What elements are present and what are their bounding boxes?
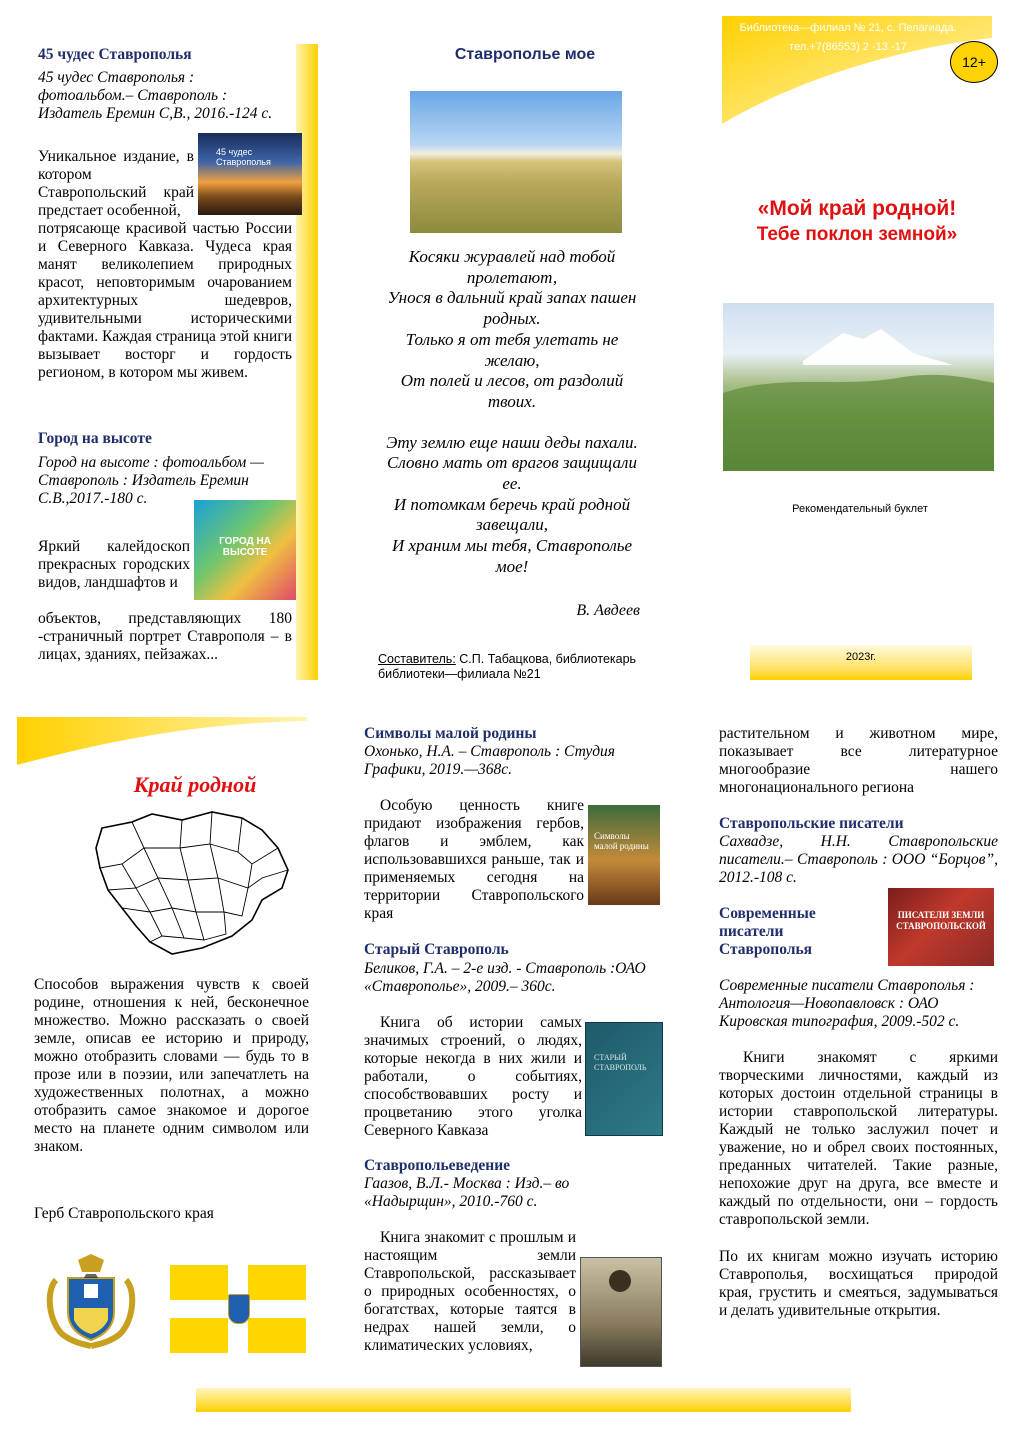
bottom-left-swoosh [17, 713, 307, 765]
coat-of-arms-image [42, 1250, 140, 1350]
symbols-book-cover-title: Символы малой родины [594, 831, 649, 851]
book2-cover-image [194, 500, 296, 600]
book-cover-emblem-icon [609, 1270, 631, 1292]
book1-description-b: потрясающе красивой частью России и Северного Кавказа. Чудеса края манят великолепием природных красот, неповторимым очарованием архитектурных шедевров, удивительными историческими фактами. Каждая страница этой книги вызывает восторг и гордость регионом, в котором мы живем. [38, 220, 292, 381]
stavropol-writers-heading: Ставропольские писатели [719, 815, 904, 832]
book1-cover-image [198, 133, 302, 215]
poem-line-3: Только я от тебя улетать не желаю, [405, 329, 619, 370]
stavropol-studies-continued: растительном и животном мире, показывает все литературное многообразие нашего многонационального региона [719, 725, 998, 796]
book1-heading: 45 чудес Ставрополья [38, 46, 192, 63]
poem-line-2: Унося в дальний край запах пашен родных. [387, 288, 637, 329]
symbols-book-heading: Символы малой родины [364, 725, 537, 742]
symbols-book-citation: Охонько, Н.А. – Ставрополь : Студия Графики, 2019.—368с. [364, 743, 616, 778]
modern-writers-cover [888, 888, 994, 966]
poem-line-5 [380, 413, 644, 433]
coat-of-arms-caption: Герб Ставропольского края [34, 1205, 214, 1222]
old-stavropol-citation: Беликов, Г.А. – 2-е изд. - Ставрополь :ОАО «Ставрополье», 2009.– 360с. [364, 960, 646, 995]
compiler-label: Составитель: [378, 652, 456, 666]
mountain-shape [723, 303, 994, 471]
regional-flag-image [170, 1265, 306, 1353]
modern-writers-description-2: По их книгам можно изучать историю Ставрополья, восхищаться природой края, грустить и смеяться, задумываться и делать удивительные открытия. [719, 1248, 998, 1319]
poem-author: В. Авдеев [576, 602, 640, 619]
old-stavropol-cover-title: СТАРЫЙ СТАВРОПОЛЬ [594, 1053, 647, 1072]
poem-line-8: И потомкам беречь край родной завещали, [393, 494, 631, 535]
age-rating-text: 12+ [962, 54, 986, 70]
bottom-yellow-strip [196, 1388, 851, 1412]
poem-line-9: И храним мы тебя, Ставрополье мое! [391, 536, 633, 576]
stavropol-studies-citation: Гаазов, В.Л.- Москва : Изд.– во «Надырщин», 2010.-760 с. [364, 1175, 570, 1210]
elbrus-photo [723, 303, 994, 471]
book2-citation: Город на высоте : фотоальбом — Ставрополь : Издатель Еремин С.В.,2017.-180 с. [38, 454, 264, 507]
flag-emblem-icon [228, 1294, 250, 1324]
modern-writers-citation: Современные писатели Ставрополья : Антология—Новопавловск : ОАО Кировская типография, 2009.-502 с. [719, 977, 975, 1030]
booklet-title [726, 195, 988, 247]
stavropol-studies-cover [580, 1257, 662, 1367]
coat-of-arms-emblem [42, 1250, 140, 1350]
booklet-title-line1: «Мой край родной! [757, 197, 957, 220]
book2-description-a: Яркий калейдоскоп прекрасных городских видов, ландшафтов и [38, 538, 190, 591]
stavropol-studies-heading: Ставропольеведение [364, 1157, 511, 1174]
book1-description-a: Уникальное издание, в котором Ставропольский край предстает особенной, [38, 148, 194, 219]
old-stavropol-cover [585, 1022, 663, 1136]
book1-citation: 45 чудес Ставрополья : фотоальбом.– Ставрополь : Издатель Еремин С,В., 2016.-124 с. [38, 69, 273, 122]
region-intro-text: Способов выражения чувств к своей родине, отношения к ней, бесконечное множество. Можно рассказать о своей земле, описав ее историю и природу, можно отобразить словами — будь то в прозе или в поэзии, или запечатлеть на художественных полотнах, а можно отобразить самое знакомое и дорогое место на планете одним символом или знаком. [34, 976, 309, 1155]
book2-description-b: объектов, представляющих 180 -страничный портрет Ставрополя – в лицах, зданиях, пейзажах... [38, 610, 292, 663]
booklet-subtitle: Рекомендательный буклет [792, 503, 928, 515]
old-stavropol-heading: Старый Ставрополь [364, 941, 509, 958]
library-name: Библиотека—филиал № 21, с. Пелагиада. [739, 22, 957, 34]
region-section-title: Край родной [133, 772, 257, 797]
poem [380, 247, 644, 578]
compiler-text: С.П. Табацкова, библиотекарь библиотеки—филиала №21 [378, 652, 637, 681]
poem-line-1: Косяки журавлей над тобой пролетают, [408, 247, 616, 287]
poem-line-6: Эту землю еще наши деды пахали. [386, 432, 638, 452]
modern-writers-heading: Современные писатели Ставрополья [719, 905, 816, 958]
booklet-title-line2: Тебе поклон земной» [756, 224, 958, 245]
stavropol-writers-citation: Сахвадзе, Н.Н. Ставропольские писатели.– Ставрополь : ООО “Борцов”, 2012.-108 с. [719, 833, 998, 886]
book2-cover-title: ГОРОД НА ВЫСОТЕ [219, 536, 271, 558]
modern-writers-cover-title: ПИСАТЕЛИ ЗЕМЛИ СТАВРОПОЛЬСКОЙ [896, 910, 986, 931]
book2-heading: Город на высоте [38, 430, 152, 447]
modern-writers-description: Книги знакомят с яркими творческими личностями, каждый из которых достоин отдельной страницы в истории ставропольской литературы. Каждый не только заслужил почет и уважение, но и обрел своих постоянных, преданных читателей. Такие разные, непохожие друг на друга, все вместе и каждый по отдельности, они – гордость ставропольской земли. [719, 1049, 998, 1228]
booklet-year: 2023г. [845, 651, 877, 663]
poem-section-title: Ставрополье мое [454, 46, 596, 63]
region-map-outline [92, 808, 292, 958]
symbols-book-description: Особую ценность книге придают изображения гербов, флагов и эмблем, как использовавшихся раньше, так и применяемых сегодня на территории Ставропольского края [364, 797, 584, 922]
compiler-note [378, 652, 648, 682]
old-stavropol-description: Книга об истории самых значимых строений, о людях, которые некогда в них жили и работали, о событиях, способствовавших росту и процветанию этого уголка Северного Кавказа [364, 1014, 582, 1139]
stavropol-studies-description: Книга знакомит с прошлым и настоящим земли Ставропольской, рассказывает о природных особенностях, о богатствах, которые таятся в недрах нашей земли, о климатических условиях, [364, 1229, 576, 1354]
steppe-photo [410, 91, 622, 233]
poem-line-7: Словно мать от врагов защищали ее. [387, 453, 637, 494]
age-rating-badge [950, 41, 998, 83]
library-phone: тел.+7(86553) 2 -13 -17 [789, 41, 907, 53]
symbols-book-cover [588, 805, 660, 905]
poem-line-4: От полей и лесов, от раздолий твоих. [400, 371, 624, 411]
book1-cover-title: 45 чудес Ставрополья [216, 147, 271, 167]
stavropol-region-map [92, 808, 292, 958]
